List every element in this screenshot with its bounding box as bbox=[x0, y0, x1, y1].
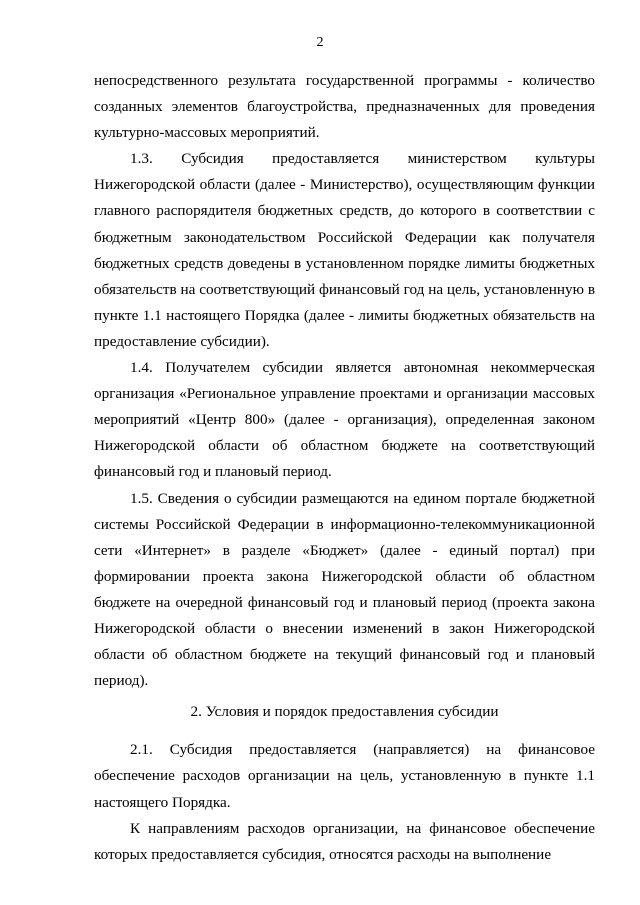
paragraph-continuation: непосредственного результата государственной программы - количество созданных элементов благоустройства, предназначенных для проведения культурно-массовых мероприятий. bbox=[94, 72, 595, 142]
page-number: 2 bbox=[316, 35, 324, 50]
paragraph-2-1-continued: К направлениям расходов организации, на финансовое обеспечение которых предоставляется субсидия, относятся расходы на выполнение bbox=[94, 819, 595, 863]
paragraph-1-3: 1.3. Субсидия предоставляется министерством культуры Нижегородской области (далее - Министерство), осуществляющим функции главного распорядителя бюджетных средств, до которого в соответствии с бюджетным законодательством Российской Федерации как получателя бюджетных средств доведены в установленном порядке лимиты бюджетных обязательств на соответствующий финансовый год на цель, установленную в пункте 1.1 настоящего Порядка (далее - лимиты бюджетных обязательств на предоставление субсидии). bbox=[94, 150, 595, 350]
paragraph-1-5: 1.5. Сведения о субсидии размещаются на едином портале бюджетной системы Российской Федерации в информационно-телекоммуникационной сети «Интернет» в разделе «Бюджет» (далее - единый портал) при формировании проекта закона Нижегородской области об областном бюджете на очередной финансовый год и плановый период (проекта закона Нижегородской области о внесении изменений в закон Нижегородской области об областном бюджете на текущий финансовый год и плановый период). bbox=[94, 489, 595, 690]
section-2-heading: 2. Условия и порядок предоставления субсидии bbox=[190, 703, 499, 721]
paragraph-1-4: 1.4. Получателем субсидии является автономная некоммерческая организация «Региональное управление проектами и организации массовых мероприятий «Центр 800» (далее - организация), определенная законом Нижегородской области об областном бюджете на соответствующий финансовый год и плановый период. bbox=[94, 359, 595, 481]
paragraph-2-1: 2.1. Субсидия предоставляется (направляется) на финансовое обеспечение расходов организации на цель, установленную в пункте 1.1 настоящего Порядка. bbox=[94, 741, 595, 811]
document-body bbox=[94, 68, 595, 868]
